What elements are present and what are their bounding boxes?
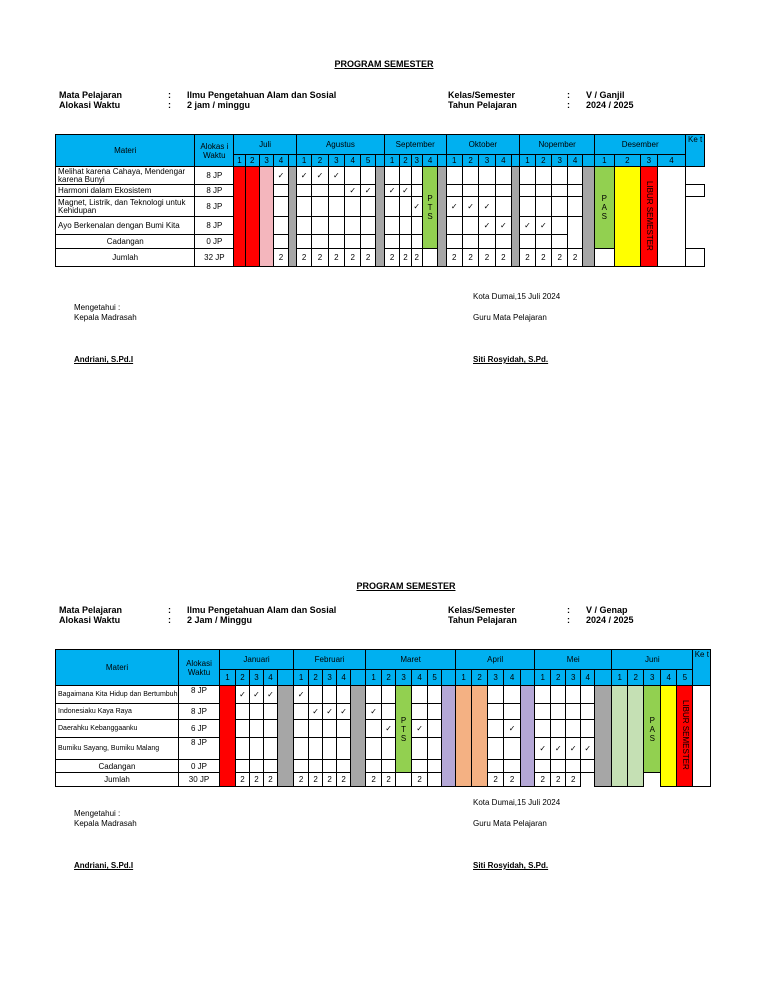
check-mark: ✓ <box>412 720 428 738</box>
materi-cell: Melihat karena Cahaya, Mendengar karena Bunyi <box>56 167 195 185</box>
colon: : <box>168 615 171 625</box>
mapel-value: Ilmu Pengetahuan Alam dan Sosial <box>187 605 337 615</box>
jp-count: 2 <box>337 773 351 787</box>
libur-label: LIBUR SEMESTER <box>644 180 654 251</box>
month-agustus: Agustus <box>296 135 384 155</box>
mengetahui-2: Mengetahui : <box>74 809 121 818</box>
week-cell: 4 <box>345 155 361 167</box>
month-mei: Mei <box>535 650 612 670</box>
jp-count: 2 <box>568 249 582 267</box>
guru-label-2: Guru Mata Pelajaran <box>473 819 547 828</box>
month-oktober: Oktober <box>446 135 520 155</box>
jp-cell: 6 JP <box>179 720 220 738</box>
week-cell: 3 <box>644 670 661 686</box>
check-mark: ✓ <box>462 197 478 217</box>
materi-cell: Daerahku Kebanggaanku <box>56 720 179 738</box>
week-cell: 4 <box>581 670 595 686</box>
meta-values-right-2 <box>586 605 634 625</box>
week-cell: 4 <box>504 670 521 686</box>
jp-count: 2 <box>361 249 375 267</box>
jp-cell: 0 JP <box>195 235 234 249</box>
check-mark: ✓ <box>551 738 566 760</box>
check-mark: ✓ <box>411 197 422 217</box>
jp-count: 2 <box>446 249 462 267</box>
jp-count: 2 <box>412 773 428 787</box>
libur-column <box>677 686 693 787</box>
month-februari: Februari <box>294 650 366 670</box>
jp-count: 2 <box>274 249 288 267</box>
week-cell: 2 <box>628 670 644 686</box>
meta-labels-2 <box>59 605 122 625</box>
week-gap <box>442 670 456 686</box>
check-mark: ✓ <box>328 167 344 185</box>
week-cell: 2 <box>312 155 328 167</box>
week-cell: 3 <box>566 670 581 686</box>
check-mark: ✓ <box>309 704 323 720</box>
week-cell: 2 <box>382 670 396 686</box>
red-col <box>234 167 245 267</box>
mapel-label: Mata Pelajaran <box>59 90 123 100</box>
meta-values-1 <box>187 90 336 110</box>
week-cell: 5 <box>361 155 375 167</box>
week-cell: 2 <box>614 155 641 167</box>
check-mark: ✓ <box>535 217 551 235</box>
jp-count: 2 <box>566 773 581 787</box>
meta-colons-right-2 <box>567 605 570 625</box>
jp-cell: 8 JP <box>195 197 234 217</box>
jp-count: 2 <box>488 773 504 787</box>
gray-col <box>512 167 520 267</box>
week-cell: 3 <box>552 155 568 167</box>
jp-count: 2 <box>323 773 337 787</box>
jp-cell: 8 JP <box>195 217 234 235</box>
week-cell: 1 <box>234 155 245 167</box>
nama-guru-1: Siti Rosyidah, S.Pd. <box>473 355 549 364</box>
mengetahui-1: Mengetahui : <box>74 303 121 312</box>
kota-tanggal-1: Kota Dumai,15 Juli 2024 <box>473 292 561 301</box>
week-cell: 1 <box>446 155 462 167</box>
pas-column <box>595 167 614 249</box>
mapel-label: Mata Pelajaran <box>59 605 123 615</box>
pas-column <box>644 686 661 773</box>
meta-labels-right-2 <box>448 605 517 625</box>
jp-count: 2 <box>382 773 396 787</box>
jp-cell: 8 JP <box>179 738 220 760</box>
week-cell: 4 <box>657 155 686 167</box>
jp-count: 2 <box>551 773 566 787</box>
header-materi: Materi <box>56 135 195 167</box>
check-mark: ✓ <box>236 686 250 704</box>
kelas-value: V / Genap <box>586 605 628 615</box>
meta-labels-right-1 <box>448 90 517 110</box>
week-cell: 2 <box>551 670 566 686</box>
week-gap <box>521 670 535 686</box>
week-cell: 2 <box>309 670 323 686</box>
alokasi-value: 2 Jam / Minggu <box>187 615 253 625</box>
yellow-col <box>661 686 677 787</box>
month-desember: Desember <box>595 135 686 155</box>
meta-values-2 <box>187 605 336 625</box>
kepala-label-1: Kepala Madrasah <box>74 313 137 322</box>
lgreen-col <box>628 686 644 787</box>
check-mark: ✓ <box>446 197 462 217</box>
jp-count: 2 <box>495 249 511 267</box>
pas-label: P A S <box>649 715 655 743</box>
week-cell: 5 <box>677 670 693 686</box>
week-cell: 4 <box>661 670 677 686</box>
gray-col <box>288 167 296 267</box>
jp-count: 2 <box>384 249 399 267</box>
month-maret: Maret <box>366 650 456 670</box>
purple-col <box>442 686 456 787</box>
jp-count: 2 <box>296 249 311 267</box>
table-row <box>56 167 705 185</box>
kelas-label: Kelas/Semester <box>448 90 516 100</box>
alokasi-value: 2 jam / minggu <box>187 100 251 110</box>
week-cell: 4 <box>337 670 351 686</box>
jp-cell: 8 JP <box>179 704 220 720</box>
jp-cell: 8 JP <box>179 686 220 704</box>
materi-cell: Harmoni dalam Ekosistem <box>56 185 195 197</box>
header-alokasi: Alokas i Waktu <box>195 135 234 167</box>
week-gap <box>278 670 294 686</box>
pts-label: P T S <box>400 715 407 743</box>
nama-kepala-1: Andriani, S.Pd.I <box>74 355 134 364</box>
meta-colons-1 <box>168 90 171 110</box>
meta-labels-1 <box>59 90 122 110</box>
week-cell: 4 <box>274 155 288 167</box>
week-cell: 3 <box>488 670 504 686</box>
week-cell: 4 <box>495 155 511 167</box>
check-mark: ✓ <box>366 704 382 720</box>
header-ket: Ke t <box>693 650 711 686</box>
week-gap <box>512 155 520 167</box>
page-title-2: PROGRAM SEMESTER <box>356 581 456 591</box>
libur-label: LIBUR SEMESTER <box>680 700 690 770</box>
check-mark: ✓ <box>323 704 337 720</box>
month-januari: Januari <box>220 650 294 670</box>
jp-count: 2 <box>535 249 551 267</box>
page-title-1: PROGRAM SEMESTER <box>334 59 434 69</box>
colon: : <box>168 90 171 100</box>
week-cell: 4 <box>422 155 437 167</box>
table-row <box>56 686 711 704</box>
week-cell: 1 <box>366 670 382 686</box>
jp-cell: 30 JP <box>179 773 220 787</box>
purple-col <box>521 686 535 787</box>
gray-col <box>582 167 594 267</box>
month-september: September <box>384 135 446 155</box>
week-cell: 2 <box>400 155 411 167</box>
tahun-value: 2024 / 2025 <box>586 100 634 110</box>
check-mark: ✓ <box>250 686 264 704</box>
yellow-col <box>614 167 641 267</box>
meta-values-right-1 <box>586 90 634 110</box>
check-mark: ✓ <box>361 185 375 197</box>
check-mark: ✓ <box>400 185 411 197</box>
meta-colons-right-1 <box>567 90 570 110</box>
week-cell: 1 <box>520 155 535 167</box>
jp-count: 2 <box>328 249 344 267</box>
colon: : <box>168 100 171 110</box>
orange-col <box>472 686 488 787</box>
week-cell: 3 <box>250 670 264 686</box>
colon: : <box>567 90 570 100</box>
jp-cell: 8 JP <box>195 185 234 197</box>
materi-cell: Magnet, Listrik, dan Teknologi untuk Kehidupan <box>56 197 195 217</box>
schedule-table-1 <box>55 134 705 267</box>
week-cell: 1 <box>220 670 236 686</box>
week-gap <box>595 670 612 686</box>
jp-count: 2 <box>366 773 382 787</box>
colon: : <box>567 615 570 625</box>
week-cell: 3 <box>641 155 657 167</box>
check-mark: ✓ <box>581 738 595 760</box>
check-mark: ✓ <box>384 185 399 197</box>
check-mark: ✓ <box>504 720 521 738</box>
jp-cell: 32 JP <box>195 249 234 267</box>
week-cell: 1 <box>384 155 399 167</box>
ket-col <box>657 167 686 267</box>
week-cell: 1 <box>612 670 628 686</box>
orange-col <box>456 686 472 787</box>
jp-count: 2 <box>479 249 495 267</box>
week-cell: 1 <box>595 155 614 167</box>
colon: : <box>567 100 570 110</box>
lgreen-col <box>612 686 628 787</box>
alokasi-label: Alokasi Waktu <box>59 615 121 625</box>
check-mark: ✓ <box>535 738 551 760</box>
gray-col <box>438 167 446 267</box>
jp-count: 2 <box>309 773 323 787</box>
jp-count: 2 <box>312 249 328 267</box>
jp-cell: 8 JP <box>195 167 234 185</box>
jp-count: 2 <box>294 773 309 787</box>
week-cell: 1 <box>296 155 311 167</box>
check-mark: ✓ <box>294 686 309 704</box>
tahun-label: Tahun Pelajaran <box>448 100 517 110</box>
colon: : <box>168 605 171 615</box>
materi-cell: Ayo Berkenalan dengan Bumi Kita <box>56 217 195 235</box>
jp-count: 2 <box>345 249 361 267</box>
gray-col <box>351 686 366 787</box>
red-col <box>220 686 236 787</box>
nama-guru-2: Siti Rosyidah, S.Pd. <box>473 861 549 870</box>
month-april: April <box>456 650 535 670</box>
week-cell: 2 <box>472 670 488 686</box>
check-mark: ✓ <box>264 686 278 704</box>
jp-count: 2 <box>400 249 411 267</box>
pts-label: P T S <box>427 194 433 221</box>
jp-count: 2 <box>520 249 535 267</box>
month-juni: Juni <box>612 650 693 670</box>
pts-column <box>422 167 437 249</box>
check-mark: ✓ <box>495 217 511 235</box>
jp-count: 2 <box>411 249 422 267</box>
alokasi-label: Alokasi Waktu <box>59 100 121 110</box>
kelas-label: Kelas/Semester <box>448 605 516 615</box>
week-gap <box>438 155 446 167</box>
week-cell: 1 <box>535 670 551 686</box>
materi-cell: Jumlah <box>56 773 179 787</box>
pink-col <box>259 167 273 267</box>
jp-cell: 0 JP <box>179 760 220 773</box>
schedule-table-2 <box>55 649 711 787</box>
jp-count: 2 <box>462 249 478 267</box>
kepala-label-2: Kepala Madrasah <box>74 819 137 828</box>
check-mark: ✓ <box>274 167 288 185</box>
header-alokasi: Alokasi Waktu <box>179 650 220 686</box>
guru-label-1: Guru Mata Pelajaran <box>473 313 547 322</box>
meta-colons-2 <box>168 605 171 625</box>
week-cell: 4 <box>412 670 428 686</box>
week-cell: 3 <box>328 155 344 167</box>
week-cell: 3 <box>479 155 495 167</box>
week-cell: 3 <box>323 670 337 686</box>
mapel-value: Ilmu Pengetahuan Alam dan Sosial <box>187 90 337 100</box>
gray-col <box>278 686 294 787</box>
month-juli: Juli <box>234 135 297 155</box>
week-cell: 2 <box>236 670 250 686</box>
gray-col <box>595 686 612 787</box>
check-mark: ✓ <box>345 185 361 197</box>
check-mark: ✓ <box>296 167 311 185</box>
week-cell: 5 <box>428 670 442 686</box>
nama-kepala-2: Andriani, S.Pd.I <box>74 861 134 870</box>
jp-count: 2 <box>250 773 264 787</box>
check-mark: ✓ <box>520 217 535 235</box>
jp-count: 2 <box>236 773 250 787</box>
header-materi: Materi <box>56 650 179 686</box>
jp-count: 2 <box>552 249 568 267</box>
week-cell: 2 <box>462 155 478 167</box>
kota-tanggal-2: Kota Dumai,15 Juli 2024 <box>473 798 561 807</box>
week-cell: 3 <box>259 155 273 167</box>
check-mark: ✓ <box>479 217 495 235</box>
check-mark: ✓ <box>312 167 328 185</box>
week-gap <box>351 670 366 686</box>
jp-count: 2 <box>535 773 551 787</box>
week-gap <box>288 155 296 167</box>
tahun-value: 2024 / 2025 <box>586 615 634 625</box>
check-mark: ✓ <box>382 720 396 738</box>
week-gap <box>582 155 594 167</box>
header-ket: Ke t <box>686 135 705 167</box>
check-mark: ✓ <box>479 197 495 217</box>
week-cell: 2 <box>245 155 259 167</box>
materi-cell: Cadangan <box>56 235 195 249</box>
check-mark: ✓ <box>566 738 581 760</box>
gray-col <box>375 167 384 267</box>
jp-count: 2 <box>504 773 521 787</box>
week-cell: 2 <box>535 155 551 167</box>
month-nopember: Nopember <box>520 135 595 155</box>
materi-cell: Cadangan <box>56 760 179 773</box>
week-gap <box>375 155 384 167</box>
week-cell: 3 <box>396 670 412 686</box>
pts-column <box>396 686 412 773</box>
pas-label: P A S <box>601 194 607 221</box>
kelas-value: V / Ganjil <box>586 90 625 100</box>
materi-cell: Indonesiaku Kaya Raya <box>56 704 179 720</box>
materi-cell: Bagaimana Kita Hidup dan Bertumbuh <box>56 686 179 704</box>
week-cell: 3 <box>411 155 422 167</box>
libur-column <box>641 167 657 267</box>
week-cell: 4 <box>568 155 582 167</box>
tahun-label: Tahun Pelajaran <box>448 615 517 625</box>
week-cell: 1 <box>294 670 309 686</box>
materi-cell: Bumiku Sayang, Bumiku Malang <box>56 738 179 760</box>
week-cell: 4 <box>264 670 278 686</box>
jp-count: 2 <box>264 773 278 787</box>
materi-cell: Jumlah <box>56 249 195 267</box>
colon: : <box>567 605 570 615</box>
check-mark: ✓ <box>337 704 351 720</box>
red-col <box>245 167 259 267</box>
ket-col <box>693 686 711 787</box>
week-cell: 1 <box>456 670 472 686</box>
